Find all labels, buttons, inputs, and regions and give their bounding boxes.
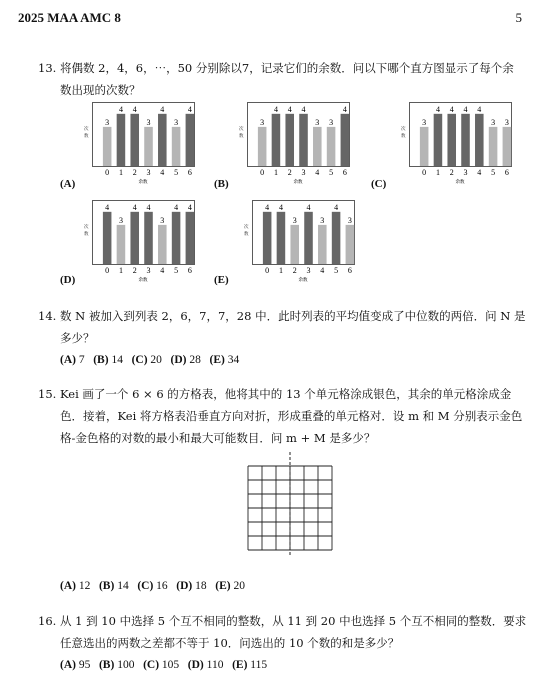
x-tick-label: 5: [329, 168, 334, 177]
y-axis-label: 次: [84, 126, 89, 131]
x-tick-label: 5: [174, 168, 179, 177]
bar-value-label: 4: [146, 202, 151, 212]
bar-value-label: 4: [132, 104, 137, 114]
x-tick-label: 1: [118, 266, 123, 275]
q14-choices: [60, 354, 239, 366]
x-tick-label: 1: [273, 168, 278, 177]
bar-value-label: 4: [118, 104, 123, 114]
bar-value-label: 4: [187, 104, 192, 114]
q16-choices: [60, 659, 267, 671]
bar-value-label: 3: [174, 117, 179, 127]
x-tick-label: 4: [477, 168, 482, 177]
bar-remainder-0: [103, 212, 112, 264]
bar-remainder-6: [186, 114, 195, 166]
x-axis-label: 余数: [455, 179, 465, 184]
bar-value-label: 4: [435, 104, 440, 114]
bar-remainder-2: [130, 212, 139, 264]
x-tick-label: 6: [347, 266, 352, 275]
y-axis-label: 数: [84, 133, 89, 138]
x-tick-label: 2: [292, 266, 297, 275]
q16-choice-a[interactable]: (A) 95: [60, 659, 91, 671]
option-label-b[interactable]: (B): [214, 178, 229, 190]
bar-remainder-1: [272, 114, 281, 166]
histogram-c: [397, 102, 513, 192]
x-tick-label: 0: [260, 168, 265, 177]
bar-value-label: 4: [265, 202, 270, 212]
bar-remainder-2: [447, 114, 456, 166]
y-axis-label: 次: [401, 126, 406, 131]
y-axis-label: 次: [84, 224, 89, 229]
bar-value-label: 4: [334, 202, 339, 212]
q15-line1: Kei 画了一个 6 × 6 的方格表，他将其中的 13 个单元格涂成银色，其余的单元格涂成金: [60, 387, 512, 401]
bar-value-label: 4: [449, 104, 454, 114]
histogram-e: [240, 200, 356, 290]
grid-6x6: [246, 452, 338, 556]
bar-remainder-6: [186, 212, 195, 264]
option-label-c[interactable]: (C): [371, 178, 387, 190]
x-tick-label: 3: [146, 168, 151, 177]
x-tick-label: 0: [265, 266, 270, 275]
bar-remainder-1: [117, 114, 126, 166]
bar-remainder-3: [461, 114, 470, 166]
x-axis-label: 余数: [138, 179, 148, 184]
bar-remainder-3: [144, 212, 153, 264]
bar-value-label: 3: [146, 117, 151, 127]
bar-value-label: 4: [174, 202, 179, 212]
bar-remainder-3: [144, 127, 153, 166]
x-tick-label: 0: [422, 168, 427, 177]
bar-value-label: 4: [306, 202, 311, 212]
bar-remainder-4: [475, 114, 484, 166]
x-tick-label: 5: [334, 266, 339, 275]
bar-value-label: 3: [118, 215, 123, 225]
y-axis-label: 数: [244, 231, 249, 236]
histogram-a: [80, 102, 196, 192]
q16-choice-c[interactable]: (C) 105: [143, 659, 180, 671]
q15-choice-c[interactable]: (C) 16: [137, 580, 168, 592]
bar-value-label: 3: [504, 117, 509, 127]
bar-value-label: 3: [320, 215, 325, 225]
bar-remainder-6: [503, 127, 512, 166]
x-tick-label: 3: [306, 266, 311, 275]
q14-line2: 多少？: [60, 331, 95, 345]
bar-value-label: 4: [278, 202, 283, 212]
x-tick-label: 2: [132, 266, 137, 275]
bar-value-label: 4: [187, 202, 192, 212]
q15-line2: 色．接着，Kei 将方格表沿垂直方向对折，形成重叠的单元格对．设 m 和 M 分别表示金色: [60, 409, 523, 423]
option-label-d[interactable]: (D): [60, 274, 76, 286]
q14-number: 14.: [38, 309, 57, 323]
q16-number: 16.: [38, 614, 57, 628]
bar-remainder-2: [290, 225, 299, 264]
x-tick-label: 6: [342, 168, 347, 177]
bar-value-label: 4: [160, 104, 165, 114]
q15-choice-d[interactable]: (D) 18: [176, 580, 207, 592]
q13-line2: 数出现的次数？: [60, 83, 141, 97]
x-tick-label: 4: [315, 168, 320, 177]
x-tick-label: 0: [105, 266, 110, 275]
bar-remainder-1: [434, 114, 443, 166]
x-tick-label: 4: [320, 266, 325, 275]
x-tick-label: 2: [132, 168, 137, 177]
bar-remainder-2: [130, 114, 139, 166]
q15-number: 15.: [38, 387, 57, 401]
x-tick-label: 6: [187, 266, 192, 275]
x-tick-label: 6: [187, 168, 192, 177]
bar-remainder-5: [332, 212, 341, 264]
bar-value-label: 4: [132, 202, 137, 212]
y-axis-label: 次: [244, 224, 249, 229]
x-axis-label: 余数: [298, 277, 308, 282]
option-label-a[interactable]: (A): [60, 178, 76, 190]
q13-line1: 将偶数 2，4，6，⋯，50 分别除以7，记录它们的余数．问以下哪个直方图显示了每个余: [60, 61, 514, 75]
x-tick-label: 2: [287, 168, 292, 177]
q14-choice-d[interactable]: (D) 28: [170, 354, 201, 366]
bar-remainder-0: [420, 127, 429, 166]
bar-remainder-0: [103, 127, 112, 166]
q16-choice-d[interactable]: (D) 110: [187, 659, 224, 671]
x-tick-label: 5: [174, 266, 179, 275]
bar-value-label: 4: [287, 104, 292, 114]
bar-value-label: 4: [273, 104, 278, 114]
bar-value-label: 3: [329, 117, 334, 127]
x-tick-label: 4: [160, 266, 165, 275]
bar-value-label: 3: [491, 117, 496, 127]
bar-value-label: 4: [301, 104, 306, 114]
bar-remainder-5: [172, 127, 181, 166]
x-axis-label: 余数: [138, 277, 148, 282]
x-tick-label: 3: [146, 266, 151, 275]
y-axis-label: 次: [239, 126, 244, 131]
bar-remainder-5: [489, 127, 498, 166]
bar-value-label: 3: [422, 117, 427, 127]
y-axis-label: 数: [239, 133, 244, 138]
x-tick-label: 6: [504, 168, 509, 177]
bar-remainder-4: [318, 225, 327, 264]
bar-remainder-2: [285, 114, 294, 166]
q15-line3: 格-金色格的对数的最小和最大可能数目．问 m + M 是多少？: [60, 431, 376, 445]
q16-line1: 从 1 到 10 中选择 5 个互不相同的整数，从 11 到 20 中也选择 5 个互不相同的整数．要求: [60, 614, 527, 628]
q15-choice-e[interactable]: (E) 20: [215, 580, 245, 592]
histogram-b: [235, 102, 351, 192]
exam-title: 2025 MAA AMC 8: [18, 10, 121, 25]
q14-choice-b[interactable]: (B) 14: [93, 354, 123, 366]
bar-remainder-3: [299, 114, 308, 166]
bar-remainder-0: [263, 212, 272, 264]
page-number: 5: [515, 10, 522, 25]
bar-value-label: 3: [260, 117, 265, 127]
bar-remainder-0: [258, 127, 267, 166]
x-tick-label: 3: [463, 168, 468, 177]
option-label-e[interactable]: (E): [214, 274, 229, 286]
histogram-d: [80, 200, 196, 290]
q16-choice-b[interactable]: (B) 100: [98, 659, 135, 671]
bar-value-label: 4: [342, 104, 347, 114]
x-tick-label: 5: [491, 168, 496, 177]
bar-remainder-5: [172, 212, 181, 264]
q14-choice-e[interactable]: (E) 34: [209, 354, 240, 366]
y-axis-label: 数: [401, 133, 406, 138]
y-axis-label: 数: [84, 231, 89, 236]
bar-remainder-1: [117, 225, 126, 264]
x-tick-label: 1: [278, 266, 283, 275]
bar-remainder-6: [341, 114, 350, 166]
bar-value-label: 3: [292, 215, 297, 225]
bar-remainder-6: [346, 225, 355, 264]
x-axis-label: 余数: [293, 179, 303, 184]
bar-value-label: 3: [160, 215, 165, 225]
bar-value-label: 4: [105, 202, 110, 212]
x-tick-label: 1: [435, 168, 440, 177]
q14-line1: 数 N 被加入到列表 2，6，7，7，28 中．此时列表的平均值变成了中位数的两倍．问 N 是: [60, 309, 526, 323]
bar-remainder-1: [277, 212, 286, 264]
bar-value-label: 3: [315, 117, 320, 127]
x-tick-label: 1: [118, 168, 123, 177]
q14-choice-a[interactable]: (A) 7: [60, 354, 85, 366]
q15-choices: [60, 580, 245, 592]
q13-number: 13.: [38, 61, 57, 75]
q16-line2: 任意选出的两数之差都不等于 10．问选出的 10 个数的和是多少？: [60, 636, 400, 650]
bar-remainder-5: [327, 127, 336, 166]
bar-remainder-4: [158, 225, 167, 264]
q16-choice-e[interactable]: (E) 115: [232, 659, 268, 671]
bar-value-label: 4: [477, 104, 482, 114]
x-tick-label: 0: [105, 168, 110, 177]
q15-choice-a[interactable]: (A) 12: [60, 580, 91, 592]
bar-remainder-4: [158, 114, 167, 166]
x-tick-label: 2: [449, 168, 454, 177]
bar-remainder-4: [313, 127, 322, 166]
q15-choice-b[interactable]: (B) 14: [98, 580, 129, 592]
q14-choice-c[interactable]: (C) 20: [131, 354, 162, 366]
bar-remainder-3: [304, 212, 313, 264]
x-tick-label: 3: [301, 168, 306, 177]
bar-value-label: 3: [347, 215, 352, 225]
bar-value-label: 3: [105, 117, 110, 127]
bar-value-label: 4: [463, 104, 468, 114]
x-tick-label: 4: [160, 168, 165, 177]
